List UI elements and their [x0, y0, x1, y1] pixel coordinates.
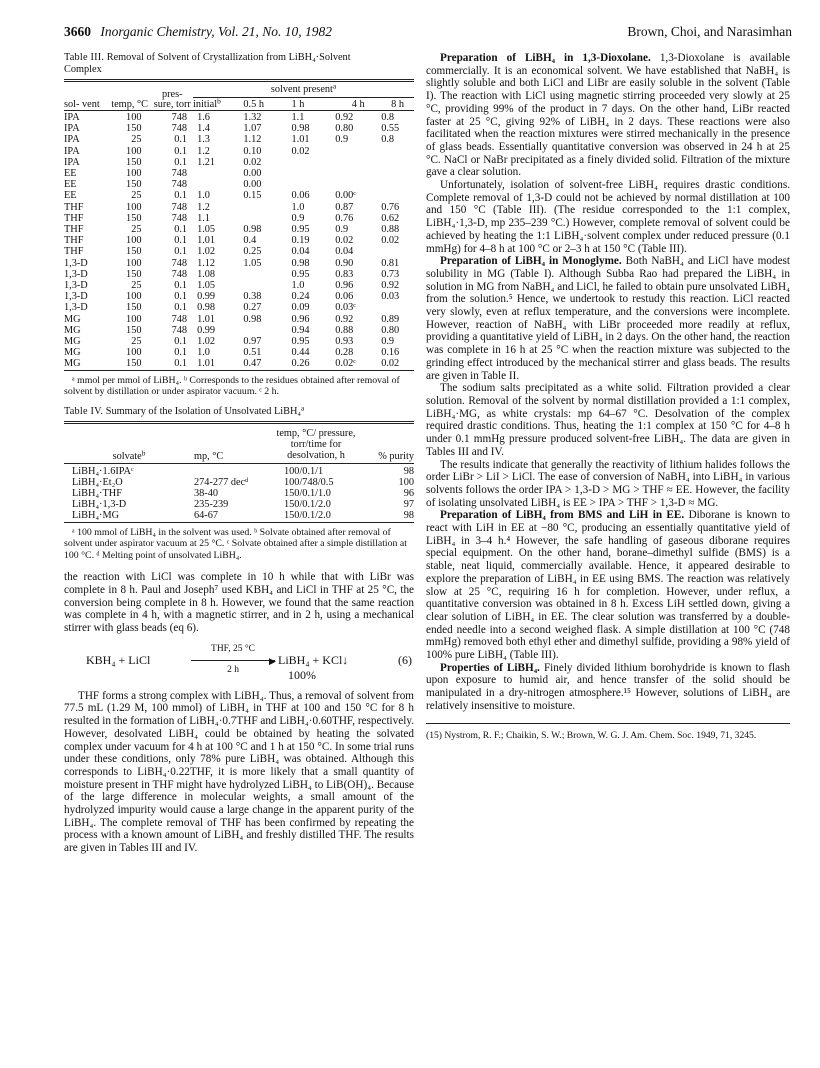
table-cell: 0.04: [291, 246, 310, 258]
table-row: [64, 488, 414, 499]
table-cell: 235-239: [194, 499, 229, 511]
table-cell: 100/748/0.5: [284, 476, 334, 488]
table-cell: 100: [126, 257, 142, 269]
col-header-pressure: pres- sure, torr: [153, 89, 191, 110]
table-cell: 0.02: [381, 358, 400, 370]
table-cell: 0.26: [291, 358, 310, 370]
table-row: [64, 190, 414, 201]
table-cell: 0.1: [174, 302, 188, 314]
table4-title: Summary of the Isolation of Unsolvated LiBH₄: [105, 405, 301, 417]
right-paragraph-2: Unfortunately, isolation of solvent-free LiBH₄ requires drastic conditions. Complete removal of 1,3-D could not be achieved by normal distillation at 100 and 150 °C (Table III). (The residue corresponded to the 1:1 complex, LiBH₄·1,3-D, mp 235–239 °C.) However, complete removal of solvent could be achieved by heating the 1:1 LiBH₄·solvent complex under reduced pressure (0.1 mmHg) for 4–8 h at 100 °C or 2–3 h at 150 °C (Table III).: [426, 179, 790, 255]
table-cell: [243, 213, 291, 224]
col-header-4h: 4 h: [351, 99, 365, 110]
table-cell: 0.1: [174, 235, 188, 247]
table-row: [64, 202, 414, 213]
table-cell: 0.1: [174, 246, 188, 258]
table-cell: 150: [126, 246, 142, 258]
table-cell: 1.32: [243, 112, 262, 123]
table-cell: 748: [171, 212, 188, 224]
table-cell: 150/0.1/1.0: [284, 488, 331, 500]
table-cell: 0.99: [197, 291, 216, 303]
table4-footnote: ᵃ 100 mmol of LiBH₄ in the solvent was used. ᵇ Solvate obtained after removal of solvent under aspirator vacuum at 25 °C. ᶜ Solvate obtained after a simple distillation at 100 °C. ᵈ Melting point of unsolvated LiBH₄.: [64, 526, 407, 561]
table-cell: [381, 246, 414, 257]
table-cell: [193, 179, 243, 190]
table3-caption: [64, 52, 354, 76]
table3: [64, 81, 414, 370]
table-cell: 1.0: [291, 280, 305, 292]
table-cell: 748: [171, 112, 188, 123]
table-cell: 100: [126, 313, 142, 325]
table-cell: 0.93: [335, 336, 354, 348]
footnote-rule: [426, 723, 790, 724]
table-cell: 0.03: [381, 291, 400, 303]
table-cell: 1,3-D: [64, 302, 88, 314]
table-cell: 1.05: [243, 257, 262, 269]
table-cell: 0.9: [381, 336, 395, 348]
col-header-0-5h: 0.5 h: [243, 99, 264, 110]
section-bms: Preparation of LiBH₄ from BMS and LiH in EE. Diborane is known to react with LiH in EE at −80 °C, producing an essentially quantitative yield of LiBH₄ in 3–4 h.⁴ However, the safe handling of gaseous diborane requires special equipment. On the other hand, borane–dimethyl sulfide (BMS) is a stable, neat liquid, commercially available. Hence, it appeared desirable to explore the preparation of LiBH₄ in EE using BMS. The reaction was relatively slow at 25 °C, requiring 16 h for completion. However, under reflux, a quantitative conversion was obtained in 8 h. Excess LiH settled down, giving a clear solution of LiBH₄ in EE. The clear solution was transferred by a double-ended needle into a second weighed flask. A simple distillation at 100 °C (748 mmHg) removed both ethyl ether and dimethyl sulfide, providing a 98% yield of 100% pure LiBH₄ (Table III).: [426, 509, 791, 662]
table-cell: 0.1: [174, 358, 188, 370]
col-header-solvent: sol- vent: [64, 99, 100, 110]
table4-caption: Table IV. Summary of the Isolation of Unsolvated LiBH₄$^a$: [64, 403, 305, 417]
table-cell: 0.03ᶜ: [335, 302, 356, 314]
table-cell: 0.88: [381, 224, 400, 236]
table-row: [64, 499, 414, 510]
equation-6: [64, 640, 414, 684]
table-cell: 0.76: [381, 201, 400, 213]
eq-yield: 100%: [288, 667, 316, 682]
table-cell: 1.01: [197, 235, 216, 247]
table-cell: 25: [131, 190, 142, 202]
table-cell: 0.1: [174, 224, 188, 236]
heading-monoglyme: Preparation of LiBH₄ in Monoglyme.: [440, 255, 622, 268]
table-cell: IPA: [64, 156, 80, 168]
table-cell: 1.6: [197, 112, 210, 123]
table-cell: 0.1: [174, 347, 188, 359]
table-cell: 150: [126, 268, 142, 280]
table-cell: [243, 202, 291, 213]
table-cell: 0.80: [381, 324, 400, 336]
table-cell: 0.8: [381, 112, 395, 123]
table-cell: LiBH₄·THF: [72, 488, 122, 500]
table-row: [64, 123, 414, 134]
table-cell: 0.02: [291, 145, 310, 157]
table-row: [64, 269, 414, 280]
col-header-1h: 1 h: [291, 99, 305, 110]
heading-bms: Preparation of LiBH₄ from BMS and LiH in EE.: [440, 509, 685, 522]
table-cell: 0.28: [335, 347, 354, 359]
table-cell: EE: [64, 190, 77, 202]
table-cell: 1.2: [197, 201, 210, 213]
col-header-solvent-present: solvent present$^a$: [193, 85, 414, 98]
journal-citation: Inorganic Chemistry, Vol. 21, No. 10, 1982: [100, 24, 332, 39]
table-cell: 1.05: [197, 280, 216, 292]
table-cell: MG: [64, 336, 81, 348]
table-cell: [335, 157, 381, 168]
table-row: [64, 258, 414, 269]
table-cell: 0.96: [335, 280, 354, 292]
table-cell: 0.88: [335, 324, 354, 336]
table-cell: 100: [126, 145, 142, 157]
table-cell: 0.27: [243, 302, 262, 314]
table-cell: MG: [64, 313, 81, 325]
table-cell: 748: [171, 179, 188, 191]
table-cell: 98: [403, 465, 414, 477]
table-cell: 0.96: [291, 313, 310, 325]
table-cell: LiBH₄·MG: [72, 510, 120, 522]
col-header-desolvation: temp, °C/ pressure, torr/time for desolvation, h: [276, 427, 356, 461]
table-cell: EE: [64, 168, 77, 180]
table-cell: 25: [131, 280, 142, 292]
section-dioxolane: Preparation of LiBH₄ in 1,3-Dioxolane. 1,3-Dioxolane is available commercially. It is an economical solvent. We have established that NaBH₄ is slightly soluble and both LiCl and LiBr are easily soluble in the solvent (Table I). The reaction with LiCl using magnetic stirring proceeded very slowly at 25 °C, providing 99% of the product in 7 days. On the other hand, LiBr reacted faster at 25 °C, giving 92% of LiBH₄ in 2 days. These reactions were also facilitated when the reaction mixtures were stirred mechanically in the presence of glass beads. Essentially quantitative conversion was observed in 24 h at 25 °C. NaCl or NaBr precipitated as a finely divided solid. Filtration of the mixture gave a clear solution.: [426, 52, 791, 179]
table-cell: 0.95: [291, 336, 310, 348]
table3-top-rule: [64, 79, 414, 82]
table-cell: 1.0: [197, 190, 210, 202]
table-cell: [243, 280, 291, 291]
table-cell: 0.98: [291, 123, 310, 135]
table-cell: MG: [64, 358, 81, 370]
table-cell: 274-277 decᵈ: [194, 476, 249, 488]
left-paragraph-2: THF forms a strong complex with LiBH₄. Thus, a removal of solvent from 77.5 mL (1.29 M, 100 mmol) of LiBH₄ in THF at 100 and 150 °C for 8 h resulted in the formation of LiBH₄·0.7THF and LiBH₄·0.60THF, respectively. However, desolvated LiBH₄ could be obtained by heating the solvated complex under vacuum for 4 h at 100 °C and 1 h at 150 °C. In some trial runs under these conditions, only 78% pure LiBH₄ was obtained. Although this corresponds to LiBH₄·0.22THF, it is more likely that a small quantity of moisture present in THF might have hydrolyzed LiBH₄ to LiB(OH)₄. Because of the large difference in molecular weights, a small amount of the hydrolyzed impurity would cause a large change in the apparent purity of the LiBH₄. The complete removal of THF has been confirmed by repeating the process with a known amount of LiBH₄ and freshly distilled THF. The results are given in Tables III and IV.: [64, 689, 414, 855]
table3-footnote: ᵃ mmol per mmol of LiBH₄. ᵇ Corresponds to the residues obtained after removal of solvent by distillation or under aspirator vacuum. ᶜ 2 h.: [64, 374, 400, 398]
table-cell: 748: [171, 123, 188, 135]
table-cell: [381, 179, 414, 190]
table-cell: 0.00: [243, 168, 262, 180]
table4-bottom-rule: [64, 522, 414, 523]
table-cell: 1.01: [197, 313, 216, 325]
table-cell: 0.44: [291, 347, 310, 359]
table-cell: 100: [126, 347, 142, 359]
table-cell: 100: [398, 476, 414, 488]
table-cell: 100: [126, 235, 142, 247]
table-cell: LiBH₄·1.6IPAᶜ: [72, 465, 134, 477]
table-cell: 100: [126, 201, 142, 213]
table-row: [64, 336, 414, 347]
table-cell: 150: [126, 179, 142, 191]
table-cell: 150: [126, 358, 142, 370]
table-cell: 0.51: [243, 347, 262, 359]
table-cell: 0.95: [291, 224, 310, 236]
col-header-solvate: solvate$^b$: [112, 449, 146, 463]
section-monoglyme: Preparation of LiBH₄ in Monoglyme. Both NaBH₄ and LiCl have modest solubility in MG (Table I). Although Subba Rao had prepared the LiBH₄ in solution in MG from NaBH₄ and LiCl, he failed to obtain pure unsolvated LiBH₄ from the solution.⁵ Hence, we undertook to restudy this reaction. LiCl reacted very slowly, even at reflux temperature, and the conversions were incomplete. However, reaction of NaBH₄ with LiBr proceeded more readily at reflux, providing a quantitative yield of LiBH₄ in 2 days. On the other hand, the reaction was complete in 16 h at 25 °C when the reaction mixture was subjected to the grinding effect introduced by the mechanical stirrer and glass beads. The results are given in Table II.: [426, 255, 791, 382]
table-cell: 1.0: [291, 201, 305, 213]
left-body: [64, 571, 414, 855]
table-cell: 150: [126, 302, 142, 314]
table-cell: 748: [171, 201, 188, 213]
table-cell: 150: [126, 123, 142, 135]
table-cell: 0.98: [243, 313, 262, 325]
table-row: [64, 157, 414, 168]
table-cell: 0.10: [243, 145, 262, 157]
table-cell: [292, 157, 336, 168]
right-paragraph-4: The sodium salts precipitated as a white solid. Filtration provided a clear solution. Removal of the solvent by normal distillation provided a 1:1 complex, LiBH₄·MG, as white crystals: mp 64–67 °C. Desolvation of the complex required drastic conditions. Thus, heating the 1:1 complex at 150 °C for 4–8 h under 0.1 mmHg pressure produced solvent-free LiBH₄. The data are given in Tables III and IV.: [426, 382, 790, 458]
table4-label: Table IV.: [64, 405, 104, 417]
table-cell: LiBH₄·Et₂O: [72, 476, 123, 488]
table-cell: EE: [64, 179, 77, 191]
running-authors: Brown, Choi, and Narasimhan: [627, 24, 792, 39]
right-paragraph-5: The results indicate that generally the reactivity of lithium halides follows the order LiBr > LiI > LiCl. The ease of conversion of NaBH₄ into LiBH₄ in various solvents follows the order IPA > 1,3-D > MG > THF ≈ EE. However, the facility of isolating unsolvated LiBH₄ is EE > IPA > THF > 1,3-D ≈ MG.: [426, 458, 790, 509]
table-cell: 0.9: [335, 134, 349, 146]
table-cell: 0.4: [243, 235, 257, 247]
table-cell: 0.9: [291, 212, 305, 224]
table-cell: THF: [64, 212, 84, 224]
table-cell: 0.1: [174, 156, 188, 168]
table-cell: 1.12: [197, 257, 216, 269]
table-cell: 1.02: [197, 336, 216, 348]
table-cell: 0.02: [243, 156, 262, 168]
col-header-mp: mp, °C: [194, 451, 224, 463]
table-cell: 0.00ᶜ: [335, 190, 356, 202]
eq-products: LiBH₄ + KCl↓: [278, 652, 349, 667]
table-cell: [292, 168, 336, 179]
table-cell: 0.97: [243, 336, 262, 348]
table-cell: 0.98: [243, 224, 262, 236]
table-cell: 1.02: [197, 246, 216, 258]
table-row: [64, 134, 414, 145]
table-row: [64, 168, 414, 179]
table-cell: 0.06: [335, 291, 354, 303]
table-cell: 748: [171, 168, 188, 180]
table-row: [64, 347, 414, 358]
table-cell: 38-40: [194, 488, 219, 500]
table-cell: [193, 168, 243, 179]
table-cell: 0.81: [381, 257, 400, 269]
table-row: [64, 358, 414, 369]
table-cell: LiBH₄·1,3-D: [72, 499, 127, 511]
col-header-8h: 8 h: [391, 99, 405, 110]
table-cell: 1,3-D: [64, 257, 88, 269]
table-cell: [243, 325, 291, 336]
table-cell: 25: [131, 134, 142, 146]
table-cell: THF: [64, 201, 84, 213]
table-cell: 0.92: [381, 280, 400, 292]
reference-15: (15) Nystrom, R. F.; Chaikin, S. W.; Brown, W. G. J. Am. Chem. Soc. 1949, 71, 3245.: [426, 729, 757, 741]
table-cell: [335, 146, 381, 157]
table-cell: 1.1: [291, 112, 305, 123]
table-cell: 0.1: [174, 336, 188, 348]
table-row: [64, 477, 414, 488]
col-header-temp: temp, °C: [111, 99, 148, 110]
table-cell: [381, 146, 414, 157]
table-row: [64, 213, 414, 224]
table-row: [64, 510, 414, 521]
table-cell: [381, 302, 414, 313]
col-header-initial: initial$^b$: [193, 96, 221, 110]
table-cell: 25: [131, 336, 142, 348]
table-cell: [243, 269, 291, 280]
table-cell: 150/0.1/2.0: [284, 499, 331, 511]
table4-top-rule: [64, 421, 414, 424]
table-cell: 0.09: [291, 302, 310, 314]
table-cell: 100: [126, 168, 142, 180]
table-cell: 0.06: [291, 190, 310, 202]
table-cell: 150/0.1/2.0: [284, 510, 331, 522]
heading-properties: Properties of LiBH₄.: [440, 661, 540, 674]
table-cell: 0.94: [291, 324, 310, 336]
table-row: [64, 112, 414, 123]
table-cell: 150: [126, 212, 142, 224]
table-cell: 100: [126, 291, 142, 303]
table-row: [64, 235, 414, 246]
table-cell: 1,3-D: [64, 280, 88, 292]
table-cell: 748: [171, 257, 188, 269]
table-cell: 0.8: [381, 134, 395, 146]
table-cell: 1.0: [197, 347, 210, 359]
table-cell: 100: [126, 112, 142, 123]
table-cell: 0.92: [335, 313, 354, 325]
table-cell: 1,3-D: [64, 268, 88, 280]
table-row: [64, 280, 414, 291]
table-cell: 0.55: [381, 123, 400, 135]
table-row: [64, 325, 414, 336]
left-paragraph-1: the reaction with LiCl was complete in 10 h while that with LiBr was complete in 8 h. Paul and Joseph⁷ used KBH₄ and LiCl in THF at 25 °C, the conversion being complete in 8 h. However, we found that the same reaction was complete in 4 h, with a magnetic stirrer, and in 2 h, using a mechanical stirrer with glass beads (eq 6).: [64, 571, 414, 634]
table-cell: 0.24: [291, 291, 310, 303]
table-row: [64, 302, 414, 313]
table-row: [64, 246, 414, 257]
table-cell: IPA: [64, 112, 80, 123]
table-cell: 98: [403, 510, 414, 522]
table-cell: 0.1: [174, 291, 188, 303]
table-row: [64, 466, 414, 477]
table-cell: IPA: [64, 123, 80, 135]
table-cell: 97: [403, 499, 414, 511]
table-cell: 1.07: [243, 123, 262, 135]
right-column: [426, 52, 790, 741]
table-cell: 0.80: [335, 123, 354, 135]
table-cell: 0.02: [335, 235, 354, 247]
eq-conditions: THF, 25 °C: [211, 643, 255, 654]
table-cell: [194, 466, 270, 477]
table-cell: 0.99: [197, 324, 216, 336]
table-row: [64, 179, 414, 190]
table3-body: [64, 112, 414, 370]
table-cell: 748: [171, 324, 188, 336]
running-header: [64, 24, 792, 40]
eq-reactants: KBH₄ + LiCl: [86, 652, 151, 667]
table-cell: 150: [126, 324, 142, 336]
table-cell: [292, 179, 336, 190]
table-cell: 748: [171, 313, 188, 325]
table-cell: THF: [64, 224, 84, 236]
table3-title: Removal of Solvent of Crystallization from LiBH₄·Solvent Complex: [64, 52, 351, 75]
table-cell: 0.15: [243, 190, 262, 202]
eq-arrow: [191, 660, 275, 661]
table-cell: 0.16: [381, 347, 400, 359]
table-cell: 0.47: [243, 358, 262, 370]
eq-time: 2 h: [227, 664, 239, 675]
table-cell: THF: [64, 246, 84, 258]
table-cell: 64-67: [194, 510, 219, 522]
table-cell: 0.02: [381, 235, 400, 247]
table-cell: [381, 157, 414, 168]
table-cell: 96: [403, 488, 414, 500]
table-cell: 1.01: [291, 134, 310, 146]
table-cell: [335, 179, 381, 190]
table4-body: [64, 466, 414, 522]
table-cell: 150: [126, 156, 142, 168]
table-cell: 748: [171, 268, 188, 280]
table-cell: 0.73: [381, 268, 400, 280]
table-cell: 0.89: [381, 313, 400, 325]
eq-arrowhead: ▶: [269, 655, 276, 666]
table-cell: 0.25: [243, 246, 262, 258]
table-cell: [335, 168, 381, 179]
table-cell: IPA: [64, 134, 80, 146]
table-cell: 1.2: [197, 145, 210, 157]
table-cell: 0.62: [381, 212, 400, 224]
table-row: [64, 314, 414, 325]
table4: [64, 426, 414, 522]
table-cell: 1.21: [197, 156, 216, 168]
table-cell: 0.98: [197, 302, 216, 314]
table-cell: 0.38: [243, 291, 262, 303]
table-cell: 0.95: [291, 268, 310, 280]
heading-dioxolane: Preparation of LiBH₄ in 1,3-Dioxolane.: [440, 52, 651, 64]
left-column: [64, 52, 414, 855]
table3-label: Table III.: [64, 52, 105, 63]
table-cell: 0.02ᶜ: [335, 358, 356, 370]
table-cell: 1.12: [243, 134, 262, 146]
table-cell: 0.87: [335, 201, 354, 213]
table-cell: 0.9: [335, 224, 349, 236]
table-cell: 0.90: [335, 257, 354, 269]
table-cell: 0.83: [335, 268, 354, 280]
eq-number: (6): [398, 652, 412, 667]
table-cell: 1.4: [197, 123, 210, 135]
table-cell: MG: [64, 324, 81, 336]
table-cell: 25: [131, 224, 142, 236]
table-row: [64, 224, 414, 235]
section-properties: Properties of LiBH₄. Finely divided lithium borohydride is known to flash upon exposure to humid air, and hence transfer of the solid should be manipulated in a dry-nitrogen atmosphere.¹⁵ However, solutions of LiBH₄ are relatively insensitive to moisture.: [426, 661, 790, 712]
table-cell: THF: [64, 235, 84, 247]
table-cell: 0.00: [243, 179, 262, 191]
table-cell: 1.1: [197, 212, 210, 224]
table-cell: 1,3-D: [64, 291, 88, 303]
table-row: [64, 291, 414, 302]
table-cell: 0.1: [174, 134, 188, 146]
table-cell: 1.08: [197, 268, 216, 280]
table-cell: IPA: [64, 145, 80, 157]
table-cell: 0.04: [335, 246, 354, 258]
table-cell: MG: [64, 347, 81, 359]
table-cell: 0.19: [291, 235, 310, 247]
table-cell: 1.05: [197, 224, 216, 236]
table-cell: 0.92: [335, 112, 354, 123]
table-cell: 0.1: [174, 145, 188, 157]
table3-bottom-rule: [64, 370, 414, 371]
table-cell: 0.1: [174, 280, 188, 292]
col-header-purity: % purity: [378, 451, 414, 463]
table-row: [64, 146, 414, 157]
table-cell: 0.98: [291, 257, 310, 269]
table-cell: [381, 168, 414, 179]
table-cell: 100/0.1/1: [284, 465, 324, 477]
table-cell: 0.1: [174, 190, 188, 202]
table-cell: [381, 190, 414, 201]
table-cell: 0.76: [335, 212, 354, 224]
table-cell: 1.01: [197, 358, 216, 370]
page-number: 3660: [64, 24, 91, 39]
table-cell: 1.3: [197, 134, 210, 146]
